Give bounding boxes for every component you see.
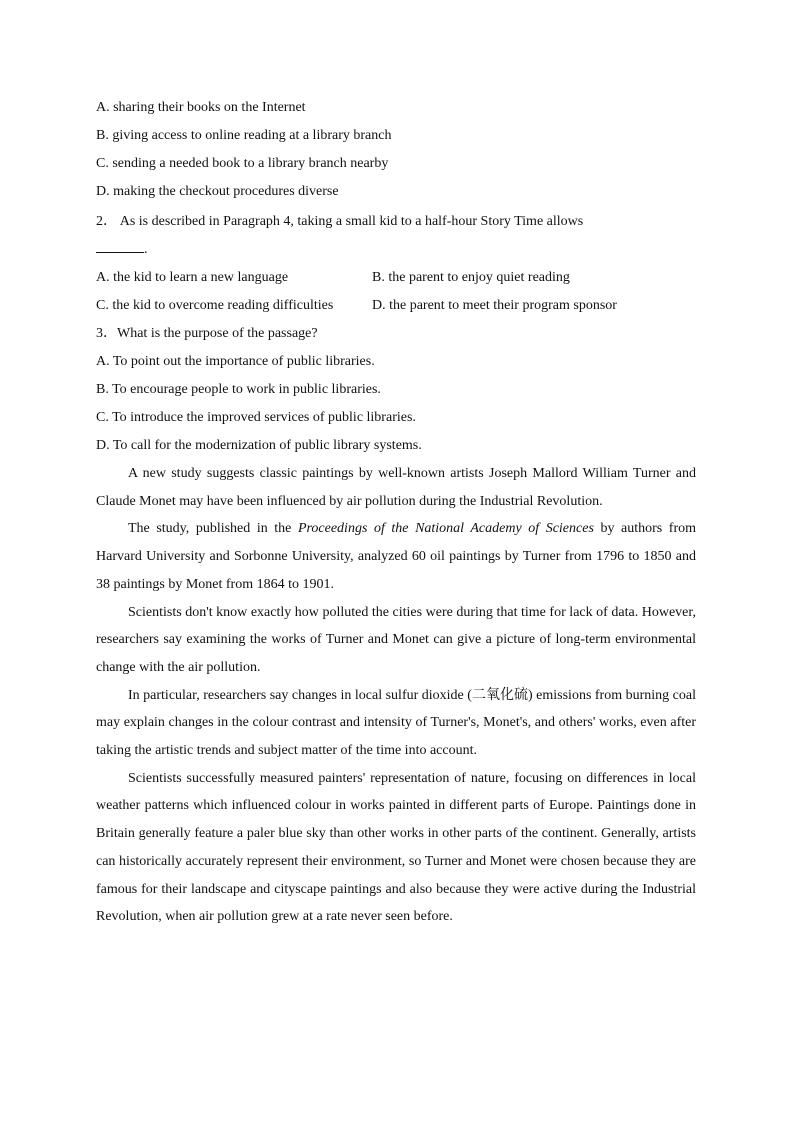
question-3 bbox=[96, 320, 696, 460]
question-1-options bbox=[96, 94, 696, 206]
q2-options-row-1 bbox=[96, 264, 696, 292]
question-2 bbox=[96, 208, 696, 320]
passage-p2-before: The study, published in the bbox=[128, 521, 298, 537]
reading-passage bbox=[96, 460, 696, 931]
q2-option-c: C. the kid to overcome reading difficulties bbox=[96, 298, 334, 313]
q2-stem: 2． As is described in Paragraph 4, taking a small kid to a half-hour Story Time allows bbox=[96, 214, 584, 229]
passage-p3-text: Scientists don't know exactly how polluted the cities were during that time for lack of data. However, researchers say examining the works of Turner and Monet can give a picture of long-term environmental change with the air pollution. bbox=[96, 604, 696, 675]
passage-p2-after: by authors from Harvard University and Sorbonne University, analyzed 60 oil paintings by Turner from 1796 to 1850 and 38 paintings by Monet from 1864 to 1901. bbox=[96, 521, 696, 592]
passage-paragraph-2 bbox=[96, 515, 696, 598]
q2-option-a: A. the kid to learn a new language bbox=[96, 270, 289, 285]
passage-paragraph-1 bbox=[96, 460, 696, 515]
passage-p5-text: Scientists successfully measured painters' representation of nature, focusing on differences in local weather patterns which influenced colour in works painted in different parts of Europe. Paintings done in Britain generally feature a paler blue sky than other works in other parts of the continent. Generally, artists can historically accurately represent their environment, so Turner and Monet were chosen because they are famous for their landscape and cityscape paintings and also because they were active during the Industrial Revolution, when air pollution grew at a rate never seen before. bbox=[96, 770, 696, 925]
passage-paragraph-3 bbox=[96, 599, 696, 682]
passage-p1-text: A new study suggests classic paintings by well-known artists Joseph Mallord William Turner and Claude Monet may have been influenced by air pollution during the Industrial Revolution. bbox=[96, 466, 696, 509]
q1-option-a: A. sharing their books on the Internet bbox=[96, 100, 306, 115]
q1-option-b: B. giving access to online reading at a library branch bbox=[96, 128, 392, 143]
q3-option-b: B. To encourage people to work in public libraries. bbox=[96, 382, 381, 397]
q2-stem-tail: . bbox=[144, 242, 148, 257]
answer-blank bbox=[96, 238, 144, 253]
q2-option-d: D. the parent to meet their program sponsor bbox=[372, 298, 617, 313]
q1-option-d: D. making the checkout procedures diverse bbox=[96, 184, 339, 199]
q1-option-c: C. sending a needed book to a library branch nearby bbox=[96, 156, 389, 171]
q2-options-row-2 bbox=[96, 292, 696, 320]
q3-option-d: D. To call for the modernization of public library systems. bbox=[96, 438, 422, 453]
q3-option-c: C. To introduce the improved services of public libraries. bbox=[96, 410, 416, 425]
q3-option-a: A. To point out the importance of public libraries. bbox=[96, 354, 375, 369]
q3-stem: 3．What is the purpose of the passage? bbox=[96, 326, 318, 341]
exam-page bbox=[96, 94, 696, 931]
q2-option-b: B. the parent to enjoy quiet reading bbox=[372, 270, 570, 285]
journal-title: Proceedings of the National Academy of Sciences bbox=[297, 521, 594, 537]
passage-p4-text: In particular, researchers say changes in local sulfur dioxide (二氧化硫) emissions from burning coal may explain changes in the colour contrast and intensity of Turner's, Monet's, and others' works, even after taking the artistic trends and subject matter of the time into account. bbox=[96, 687, 696, 759]
passage-paragraph-4 bbox=[96, 682, 696, 765]
q2-blank-line bbox=[96, 236, 696, 264]
passage-paragraph-5 bbox=[96, 765, 696, 931]
